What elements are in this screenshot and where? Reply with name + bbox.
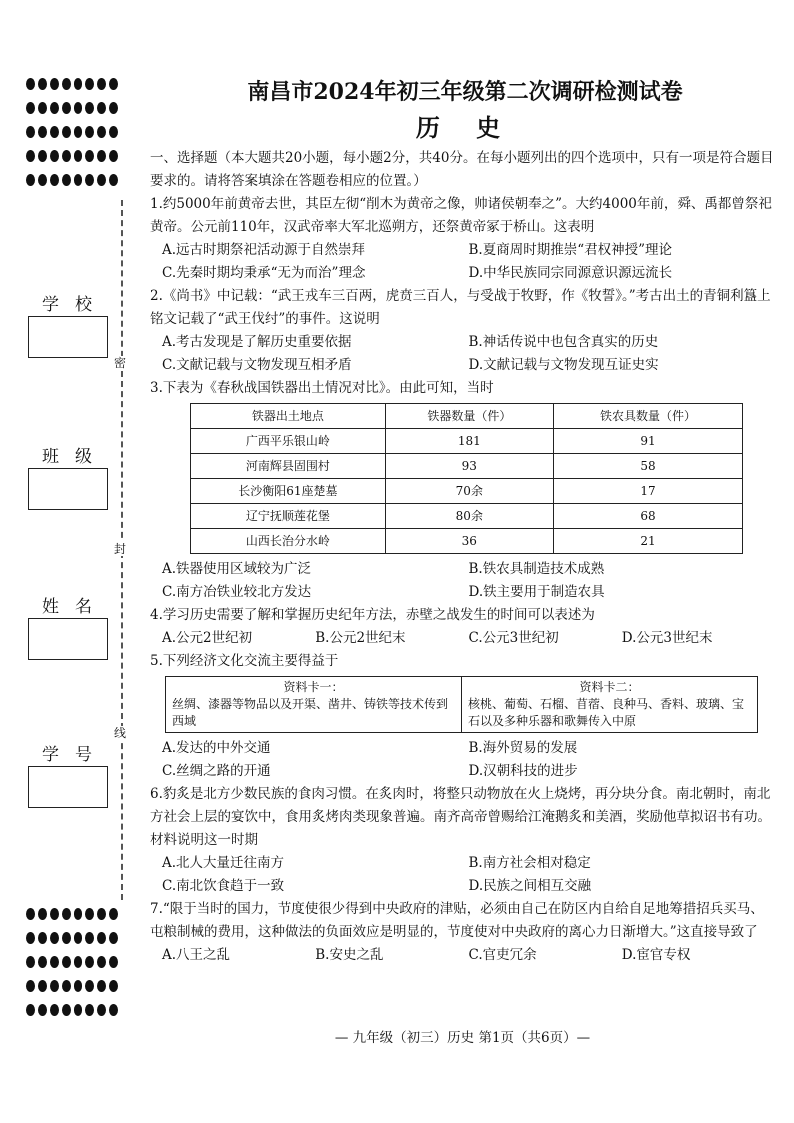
card-text: 丝绸、漆器等物品以及开渠、凿井、铸铁等技术传到西域 xyxy=(172,697,449,728)
option-b[interactable]: B.神话传说中也包含真实的历史 xyxy=(468,334,659,350)
question-1 xyxy=(150,193,775,285)
class-label: 班级 xyxy=(42,447,108,467)
dot-border-top xyxy=(26,78,118,198)
option-d[interactable]: D.民族之间相互交融 xyxy=(468,878,592,894)
question-stem: 6.豹炙是北方少数民族的食肉习惯。在炙肉时，将整只动物放在火上烧烤，再分块分食。南北朝时，南北方社会上层的宴饮中，食用炙烤肉类现象普遍。南齐高帝曾赐给江淹鹅炙和美酒，奖励他草拟诏书有功。材料说明这一时期 xyxy=(150,786,771,848)
dot-border-bottom xyxy=(26,908,118,1028)
iron-artifacts-table xyxy=(190,403,743,554)
material-card-2 xyxy=(462,677,758,733)
option-a[interactable]: A.八王之乱 xyxy=(162,947,231,963)
table-cell: 广西平乐银山岭 xyxy=(191,429,386,454)
seal-char-mi: 密 xyxy=(114,356,127,370)
table-row xyxy=(191,479,743,504)
option-b[interactable]: B.公元2世纪末 xyxy=(315,630,406,646)
option-a[interactable]: A.北人大量迁往南方 xyxy=(162,855,285,871)
option-b[interactable]: B.安史之乱 xyxy=(315,947,384,963)
table-header: 铁器出土地点 xyxy=(191,404,386,429)
option-a[interactable]: A.发达的中外交通 xyxy=(162,740,271,756)
question-4 xyxy=(150,604,775,650)
table-cell: 181 xyxy=(385,429,553,454)
option-a[interactable]: A.铁器使用区域较为广泛 xyxy=(162,561,312,577)
table-cell: 36 xyxy=(385,529,553,554)
material-card-1 xyxy=(166,677,462,733)
table-cell: 长沙衡阳61座楚墓 xyxy=(191,479,386,504)
card-text: 核桃、葡萄、石榴、苜蓿、良种马、香料、玻璃、宝石以及多种乐器和歌舞传入中原 xyxy=(468,697,745,728)
seal-char-xian: 线 xyxy=(114,726,127,740)
question-7 xyxy=(150,898,775,967)
option-c[interactable]: C.公元3世纪初 xyxy=(468,630,559,646)
table-cell: 91 xyxy=(553,429,742,454)
option-c[interactable]: C.官吏冗余 xyxy=(468,947,537,963)
table-cell: 17 xyxy=(553,479,742,504)
question-stem: 7.“限于当时的国力，节度使很少得到中央政府的津贴，必须由自己在防区内自给自足地筹措招兵买马、屯粮制械的费用，这种做法的负面效应是明显的，节度使对中央政府的离心力日渐增大。”这直接导致了 xyxy=(150,901,764,940)
table-cell: 河南辉县固围村 xyxy=(191,454,386,479)
question-stem: 3.下表为《春秋战国铁器出土情况对比》。由此可知，当时 xyxy=(150,380,494,396)
student-id-label: 学号 xyxy=(42,745,108,765)
name-label: 姓名 xyxy=(42,597,108,617)
option-d[interactable]: D.汉朝科技的进步 xyxy=(468,763,578,779)
question-stem: 5.下列经济文化交流主要得益于 xyxy=(150,653,339,669)
table-cell: 辽宁抚顺莲花堡 xyxy=(191,504,386,529)
option-a[interactable]: A.公元2世纪初 xyxy=(162,630,253,646)
question-2 xyxy=(150,285,775,377)
exam-content xyxy=(150,147,775,967)
table-cell: 58 xyxy=(553,454,742,479)
option-a[interactable]: A.考古发现是了解历史重要依据 xyxy=(162,334,352,350)
table-header: 铁农具数量（件） xyxy=(553,404,742,429)
exam-title: 南昌市2024年初三年级第二次调研检测试卷 xyxy=(247,79,683,105)
table-cell: 68 xyxy=(553,504,742,529)
question-stem: 1.约5000年前黄帝去世，其臣左彻“削木为黄帝之像，帅诸侯朝奉之”。大约4000年前，舜、禹都曾祭祀黄帝。公元前110年，汉武帝率大军北巡朔方，还祭黄帝冢于桥山。这表明 xyxy=(150,196,772,235)
card-title: 资料卡一： xyxy=(283,680,344,694)
option-c[interactable]: C.文献记载与文物发现互相矛盾 xyxy=(162,357,352,373)
class-field[interactable] xyxy=(28,468,108,510)
question-5 xyxy=(150,650,775,783)
table-cell: 70余 xyxy=(385,479,553,504)
school-label: 学校 xyxy=(42,295,108,315)
table-cell: 80余 xyxy=(385,504,553,529)
table-cell: 93 xyxy=(385,454,553,479)
seal-char-feng: 封 xyxy=(114,542,127,556)
table-row xyxy=(191,454,743,479)
school-field[interactable] xyxy=(28,316,108,358)
option-b[interactable]: B.夏商周时期推崇“君权神授”理论 xyxy=(468,242,673,258)
option-c[interactable]: C.南北饮食趋于一致 xyxy=(162,878,285,894)
table-row xyxy=(191,429,743,454)
material-cards xyxy=(165,676,758,733)
option-b[interactable]: B.铁农具制造技术成熟 xyxy=(468,561,605,577)
table-row xyxy=(191,504,743,529)
option-c[interactable]: C.先秦时期均秉承“无为而治”理念 xyxy=(162,265,366,281)
table-header: 铁器数量（件） xyxy=(385,404,553,429)
name-field[interactable] xyxy=(28,618,108,660)
option-b[interactable]: B.南方社会相对稳定 xyxy=(468,855,591,871)
option-d[interactable]: D.铁主要用于制造农具 xyxy=(468,584,605,600)
card-title: 资料卡二： xyxy=(579,680,640,694)
option-a[interactable]: A.远古时期祭祀活动源于自然崇拜 xyxy=(162,242,366,258)
section-instructions: 一、选择题（本大题共20小题，每小题2分，共40分。在每小题列出的四个选项中，只有一项是符合题目要求的。请将答案填涂在答题卷相应的位置。） xyxy=(150,150,774,189)
table-cell: 山西长治分水岭 xyxy=(191,529,386,554)
option-d[interactable]: D.公元3世纪末 xyxy=(621,630,713,646)
page-footer: — 九年级（初三）历史 第1页（共6页）— xyxy=(334,1030,591,1046)
table-header-row xyxy=(191,404,743,429)
question-3 xyxy=(150,377,775,604)
option-b[interactable]: B.海外贸易的发展 xyxy=(468,740,578,756)
question-stem: 2.《尚书》中记载：“武王戎车三百两，虎贲三百人，与受战于牧野，作《牧誓》。”考古出土的青铜利簋上铭文记载了“武王伐纣”的事件。这说明 xyxy=(150,288,771,327)
table-cell: 21 xyxy=(553,529,742,554)
option-d[interactable]: D.宦官专权 xyxy=(621,947,691,963)
option-d[interactable]: D.文献记载与文物发现互证史实 xyxy=(468,357,659,373)
option-c[interactable]: C.南方冶铁业较北方发达 xyxy=(162,584,312,600)
question-6 xyxy=(150,783,775,898)
option-c[interactable]: C.丝绸之路的开通 xyxy=(162,763,271,779)
question-stem: 4.学习历史需要了解和掌握历史纪年方法，赤壁之战发生的时间可以表述为 xyxy=(150,607,595,623)
table-row xyxy=(191,529,743,554)
student-id-field[interactable] xyxy=(28,766,108,808)
exam-subject: 历 史 xyxy=(415,113,515,142)
option-d[interactable]: D.中华民族同宗同源意识源远流长 xyxy=(468,265,673,281)
